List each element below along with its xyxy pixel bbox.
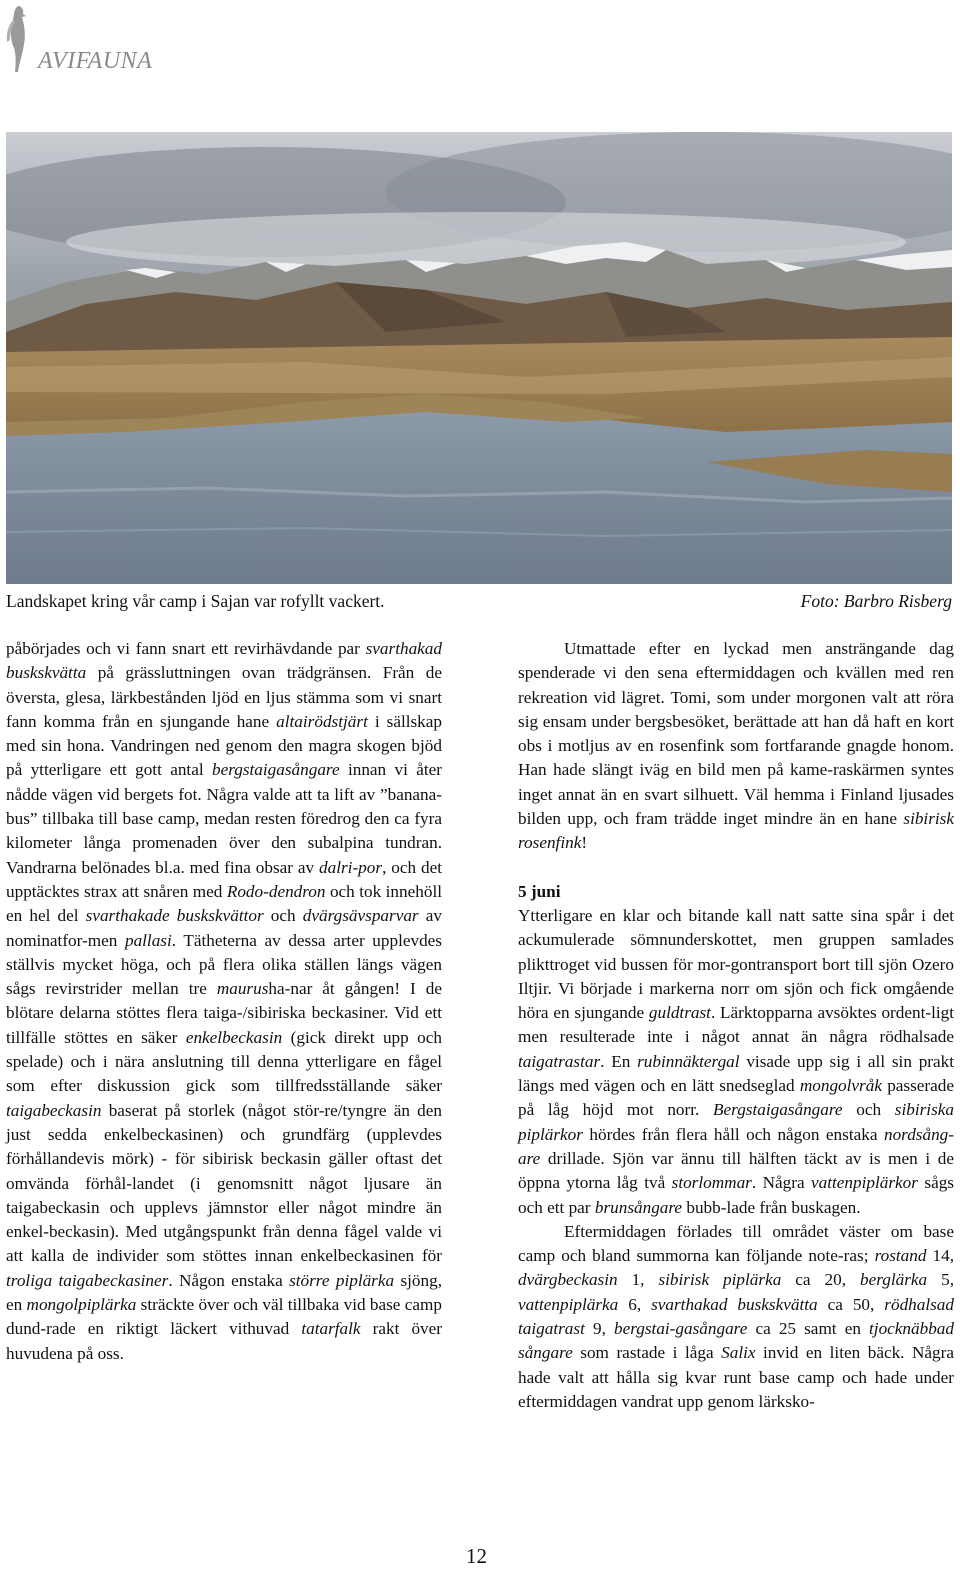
caption-text: Landskapet kring vår camp i Sajan var rofyllt vackert.: [6, 591, 385, 611]
species-name: dvärgbeckasin: [518, 1270, 618, 1290]
species-name: vattenpiplärkor: [811, 1173, 918, 1193]
photo-caption: [6, 591, 952, 615]
species-name: dvärgsävsparvar: [302, 906, 419, 926]
species-name: tatarfalk: [301, 1319, 361, 1339]
photo-credit: Foto: Barbro Risberg: [800, 591, 952, 611]
bird-silhouette-icon: [4, 4, 34, 74]
species-name: sibirisk rosenfink: [518, 809, 954, 853]
species-name: rubinnäktergal: [637, 1051, 740, 1071]
species-name: altairödstjärt: [276, 711, 368, 731]
species-name: taigabeckasin: [6, 1100, 102, 1120]
species-name: Salix: [721, 1343, 756, 1363]
species-name: pallasi: [124, 930, 172, 950]
left-column: [6, 637, 442, 1366]
species-name: berglärka: [859, 1270, 928, 1290]
landscape-photo: [6, 132, 952, 584]
species-name: vattenpiplärka: [518, 1294, 619, 1314]
species-name: enkelbeckasin: [185, 1027, 283, 1047]
right-paragraph-2: Ytterligare en klar och bitande kall natt satte sina spår i det ackumulerade sömnunderskottet, men gruppen samlades plikttroget vid bussen för mor-gontransport bort till sjön Ozero Iltjir. Vi började i markerna norr om sjön och fick omgående höra en sjungande guldtrast. Lärktopparna avsöktes ordent-ligt men resulterade inte i något annat än några rödhalsade taigatrastar. En rubinnäktergal visade upp sig i all sin prakt längs med vägen och en lätt snedseglad mongolvråk passerade på låg höjd mot norr. Bergstaigasångare och sibiriska piplärkor hördes från flera håll och någon enstaka nordsång-are drillade. Sjön var ännu till hälften täckt av is men i de öppna ytorna låg två storlommar. Några vattenpiplärkor sågs och ett par brunsångare bubb-lade från buskagen.: [518, 905, 955, 1217]
species-name: svarthakad buskskvätta: [651, 1294, 818, 1314]
species-name: maurus: [216, 979, 269, 999]
species-name: svarthakad buskskvätta: [6, 639, 442, 683]
species-name: Rodo-dendron: [226, 881, 326, 901]
right-column: [518, 637, 954, 1414]
species-name: nordsång-are: [518, 1124, 954, 1168]
species-name: storlommar: [671, 1173, 752, 1193]
species-name: större piplärka: [289, 1270, 395, 1290]
species-name: dalri-por: [319, 857, 383, 877]
species-name: troliga taigabeckasiner: [6, 1270, 169, 1290]
section-heading-5-juni: 5 juni: [518, 881, 561, 901]
species-name: tjocknäbbad sångare: [518, 1319, 954, 1363]
species-name: sibiriska piplärkor: [518, 1100, 954, 1144]
mountain-lake-image: [6, 132, 952, 584]
species-name: bergstaigasångare: [211, 760, 340, 780]
species-name: bergstai-gasångare: [613, 1319, 748, 1339]
left-paragraph: påbörjades och vi fann snart ett revirhävdande par svarthakad buskskvätta på grässluttningen ovan trädgränsen. Från de översta, glesa, lärkbestånden ljöd en ljus stämma som vi snart fann komma från en sjungande hane altairödstjärt i sällskap med sin hona. Vandringen ned genom den magra skogen bjöd på ytterligare ett gott antal bergstaigasångare innan vi åter nådde vägen vid bergets fot. Några valde att ta lift av ”banana-bus” tillbaka till base camp, medan resten föredrog den ca fyra kilometer långa promenaden över den subalpina tundran. Vandrarna belönades bl.a. med fina obsar av dalri-por, och det upptäcktes strax att snåren med Rodo-dendron och tok innehöll en hel del svarthakade buskskvättor och dvärgsävsparvar av nominatfor-men pallasi. Tätheterna av dessa arter upplevdes ställvis mycket höga, och på flera olika ställen längs vägen sågs revirstrider mellan tre maurusha-nar åt gången! I de blötare delarna stöttes flera taiga-/sibiriska beckasiner. Vid ett tillfälle stöttes en säker enkelbeckasin (gick direkt upp och spelade) och i nära anslutning till denna ytterligare en fågel som efter diskussion gick som tillfredsställande säker taigabeckasin baserat på storlek (något stör-re/tyngre än den just sedda enkelbeckasinen) och grundfärg (upplevdes förhållandevis mörk) - för sibirisk beckasin gäller oftast det omvända förhål-landet (i genomsnitt något ljusare än taigabeckasin och upplevs jämnstor eller något mindre än enkel-beckasin). Med utgångspunkt från denna fågel valde vi att kalla de individer som stöttes innan enkelbeckasinen för troliga taigabeckasiner. Någon enstaka större piplärka sjöng, en mongolpiplärka sträckte över och väl tillbaka vid base camp dund-rade en riktigt läckert vithuvad tatarfalk rakt över huvudena på oss.: [6, 639, 442, 1363]
avifauna-logo: [4, 4, 204, 76]
species-name: Bergstaigasångare: [713, 1100, 843, 1120]
species-name: taigatrastar: [518, 1051, 601, 1071]
species-name: mongolpiplärka: [26, 1295, 137, 1315]
right-paragraph-3: Eftermiddagen förlades till området väster om base camp och bland summorna kan följande note-ras; rostand 14, dvärgbeckasin 1, sibirisk piplärka ca 20, berglärka 5, vattenpiplärka 6, svarthakad buskskvätta ca 50, rödhalsad taigatrast 9, bergstai-gasångare ca 25 samt en tjocknäbbad sångare som rastade i låga Salix invid en liten bäck. Några hade valt att hålla sig kvar runt base camp och hade under eftermiddagen vandrat upp genom lärksko-: [518, 1221, 955, 1411]
species-name: svarthakade buskskvättor: [85, 906, 264, 926]
species-name: guldtrast: [648, 1003, 711, 1023]
species-name: mongolvråk: [799, 1076, 882, 1096]
species-name: rostand: [874, 1246, 927, 1266]
species-name: rödhalsad taigatrast: [518, 1294, 954, 1339]
right-paragraph-1: Utmattade efter en lyckad men ansträngande dag spenderade vi den sena eftermiddagen och kvällen med ren rekreation vid lägret. Tomi, som under morgonen valt att röra sig ensam under bergsbesöket, berättade att han då haft en kort obs i motljus av en rosenfink som fortfarande gnagde honom. Han hade slängt iväg en bild men på kame-raskärmen syntes inget annat än en svart silhuett. Väl hemma i Finland ljusades bilden upp, och fram trädde inget mindre än en hane sibirisk rosenfink!: [518, 639, 954, 853]
logo-text: AVIFAUNA: [38, 48, 153, 74]
page-number: 12: [466, 1544, 487, 1568]
species-name: sibirisk piplärka: [658, 1270, 782, 1290]
species-name: brunsångare: [594, 1197, 683, 1217]
